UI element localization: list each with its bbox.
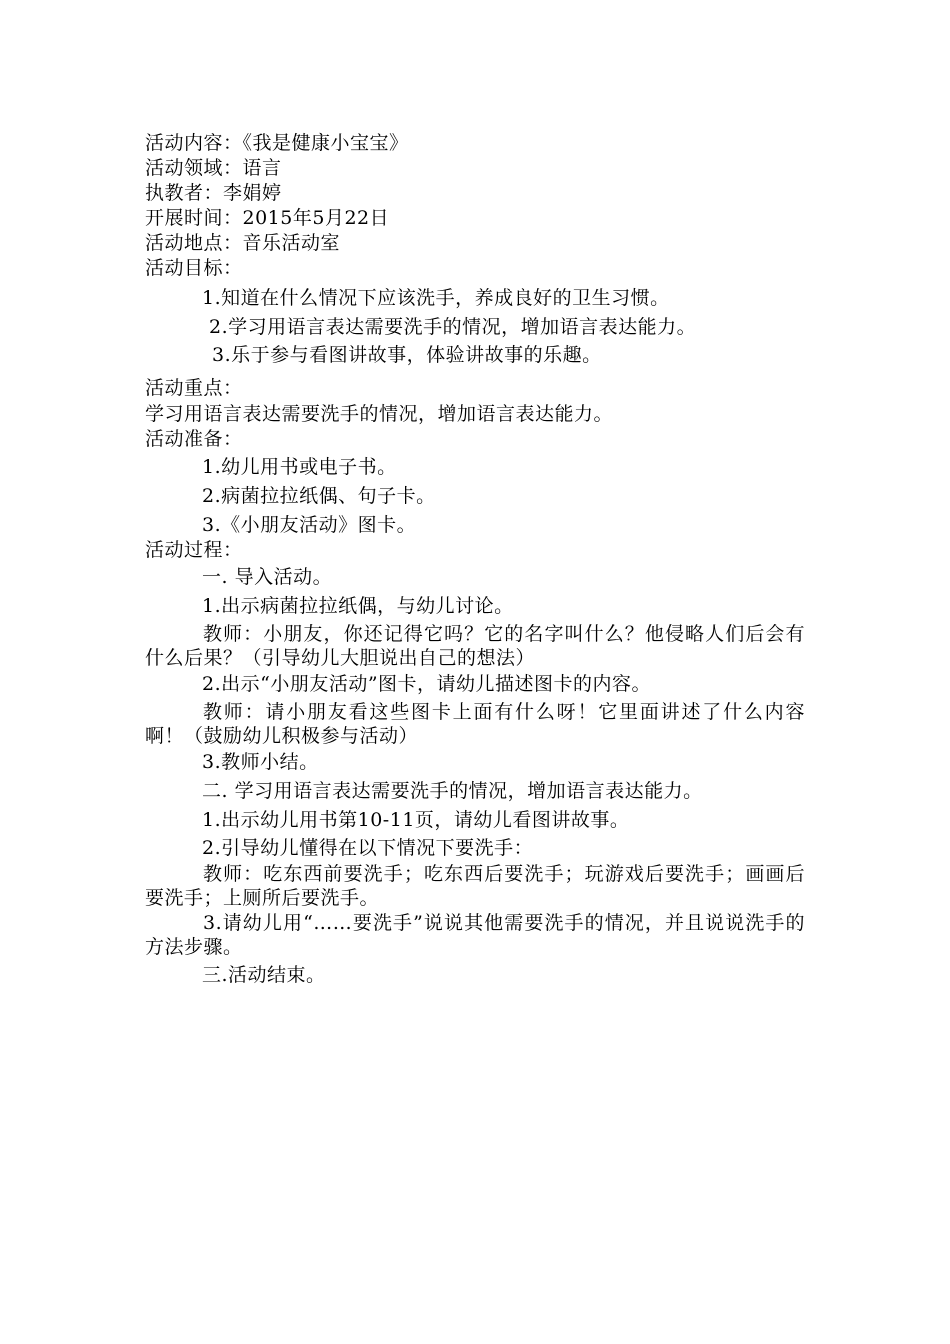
process-paragraph: 教师：请小朋友看这些图卡上面有什么呀！它里面讲述了什么内容啊！（鼓励幼儿积极参与活动） [145,701,805,747]
process-step: 2.出示“小朋友活动”图卡，请幼儿描述图卡的内容。 [202,673,652,695]
activity-place: 活动地点：音乐活动室 [145,232,341,254]
process-step: 三.活动结束。 [202,964,326,986]
prep-item: 1.幼儿用书或电子书。 [202,456,397,478]
focus-text: 学习用语言表达需要洗手的情况，增加语言表达能力。 [145,403,614,425]
goals-label: 活动目标： [145,257,243,279]
activity-time: 开展时间：2015年5月22日 [145,207,390,229]
activity-teacher: 执教者：李娟婷 [145,182,282,204]
activity-domain: 活动领域：语言 [145,157,282,179]
prep-item: 3.《小朋友活动》图卡。 [202,514,417,536]
goal-item: 2.学习用语言表达需要洗手的情况，增加语言表达能力。 [209,316,697,338]
goal-item: 3.乐于参与看图讲故事，体验讲故事的乐趣。 [212,344,602,366]
prep-item: 2.病菌拉拉纸偶、句子卡。 [202,485,436,507]
process-step: 1.出示病菌拉拉纸偶，与幼儿讨论。 [202,595,514,617]
goal-item: 1.知道在什么情况下应该洗手，养成良好的卫生习惯。 [202,287,670,309]
activity-content: 活动内容：《我是健康小宝宝》 [145,132,409,154]
focus-label: 活动重点： [145,377,243,399]
process-step: 3.教师小结。 [202,751,319,773]
process-paragraph: 教师：吃东西前要洗手；吃东西后要洗手；玩游戏后要洗手；画画后要洗手；上厕所后要洗手。 [145,863,805,909]
process-step: 二. 学习用语言表达需要洗手的情况，增加语言表达能力。 [202,780,703,802]
process-paragraph: 教师：小朋友，你还记得它吗？它的名字叫什么？他侵略人们后会有什么后果？（引导幼儿大胆说出自己的想法） [145,623,805,669]
process-step: 1.出示幼儿用书第10-11页，请幼儿看图讲故事。 [202,809,630,831]
process-step: 2.引导幼儿懂得在以下情况下要洗手： [202,837,534,859]
process-paragraph: 3.请幼儿用“……要洗手”说说其他需要洗手的情况，并且说说洗手的方法步骤。 [145,912,805,958]
process-step: 一. 导入活动。 [202,566,333,588]
process-label: 活动过程： [145,539,243,561]
prep-label: 活动准备： [145,428,243,450]
